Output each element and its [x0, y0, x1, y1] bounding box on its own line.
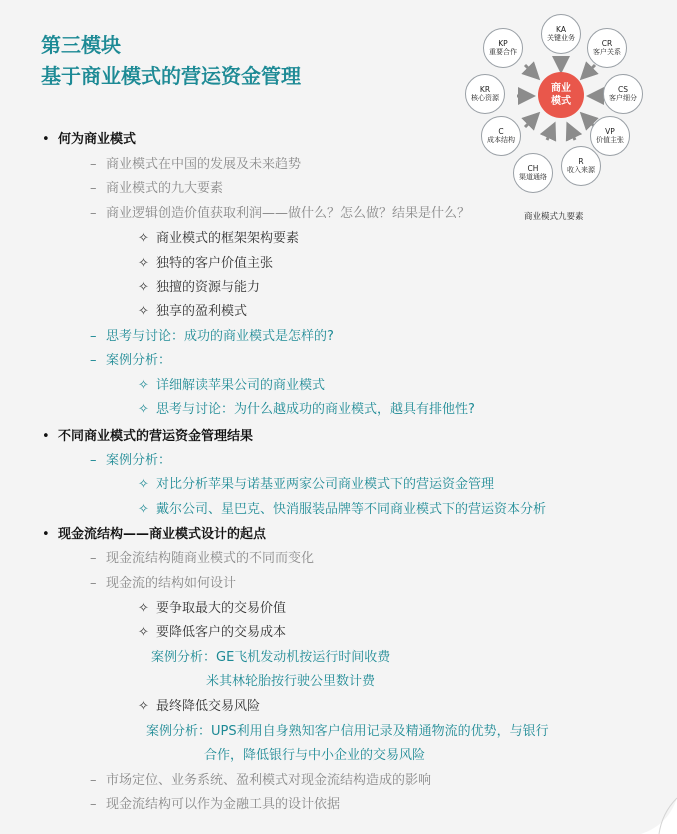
- diamond-icon: ✧: [138, 402, 149, 417]
- section-cash-flow-structure: [42, 526, 266, 544]
- arrow-ch: [547, 127, 553, 140]
- diamond-icon: ✧: [138, 699, 149, 714]
- outline-subitem-case: [138, 476, 494, 494]
- outline-text: 详细解读苹果公司的商业模式: [156, 378, 326, 393]
- node-c: [481, 116, 521, 156]
- dash-icon: –: [90, 181, 97, 196]
- outline-item: [90, 796, 340, 814]
- diamond-icon: ✧: [138, 601, 149, 616]
- diamond-icon: ✧: [138, 280, 149, 295]
- outline-text: 现金流结构可以作为金融工具的设计依据: [106, 797, 341, 812]
- outline-text: 商业模式的框架架构要素: [156, 231, 300, 246]
- node-ka-abbr: KA: [556, 25, 566, 34]
- outline-item: [90, 772, 431, 790]
- bullet-icon: •: [42, 429, 50, 444]
- node-kp: [483, 28, 523, 68]
- dash-icon: –: [90, 453, 97, 468]
- arrow-kp: [525, 65, 536, 76]
- dash-icon: –: [90, 353, 97, 368]
- arrow-r: [569, 127, 575, 140]
- node-kp-label: 重要合作: [489, 48, 517, 56]
- dash-icon: –: [90, 551, 97, 566]
- outline-text: 独擅的资源与能力: [156, 280, 261, 295]
- outline-subitem: [138, 279, 260, 297]
- node-cr-label: 客户关系: [593, 48, 621, 56]
- node-cr-abbr: CR: [601, 39, 613, 48]
- outline-text: 要争取最大的交易价值: [156, 601, 287, 616]
- outline-item: [90, 550, 314, 568]
- dash-icon: –: [90, 206, 97, 221]
- bullet-icon: •: [42, 132, 50, 147]
- node-vp-label: 价值主张: [596, 136, 624, 144]
- business-model-center: [538, 72, 584, 118]
- node-cs: [603, 74, 643, 114]
- dash-icon: –: [90, 329, 97, 344]
- center-label-2: 模式: [551, 96, 571, 107]
- diamond-icon: ✧: [138, 304, 149, 319]
- outline-subitem: [138, 255, 273, 273]
- node-ka: [541, 14, 581, 54]
- outline-text: 市场定位、业务系统、盈利模式对现金流结构造成的影响: [106, 773, 432, 788]
- section-title: 现金流结构——商业模式设计的起点: [58, 527, 267, 542]
- dash-icon: –: [90, 797, 97, 812]
- outline-subitem: [138, 230, 299, 248]
- diagram-caption: 商业模式九要素: [524, 212, 584, 222]
- diamond-icon: ✧: [138, 502, 149, 517]
- diamond-icon: ✧: [138, 231, 149, 246]
- dash-icon: –: [90, 576, 97, 591]
- module-title: 第三模块: [41, 33, 121, 57]
- center-label-1: 商业: [551, 83, 571, 94]
- outline-subitem-case: [138, 401, 475, 419]
- node-ch-abbr: CH: [527, 164, 539, 173]
- outline-item-case: [90, 452, 171, 470]
- dash-icon: –: [90, 773, 97, 788]
- node-kr-abbr: KR: [479, 85, 491, 94]
- page-curl-decoration: [637, 794, 677, 834]
- outline-subitem-case: [138, 501, 546, 519]
- node-r-abbr: R: [578, 157, 584, 166]
- outline-text: 独享的盈利模式: [156, 304, 248, 319]
- case-ups-line2: 合作，降低银行与中小企业的交易风险: [204, 748, 426, 763]
- bullet-icon: •: [42, 527, 50, 542]
- node-vp: [590, 116, 630, 156]
- diamond-icon: ✧: [138, 378, 149, 393]
- outline-text: 要降低客户的交易成本: [156, 625, 287, 640]
- node-cs-label: 客户细分: [609, 94, 637, 102]
- section-working-capital-results: [42, 428, 253, 446]
- outline-text: 现金流的结构如何设计: [106, 576, 237, 591]
- outline-text: 戴尔公司、星巴克、快消服装品牌等不同商业模式下的营运资本分析: [156, 502, 547, 517]
- arrow-cr: [584, 65, 595, 76]
- outline-text: 现金流结构随商业模式的不同而变化: [106, 551, 315, 566]
- outline-text: 商业模式的九大要素: [106, 181, 224, 196]
- outline-text: 最终降低交易风险: [156, 699, 261, 714]
- section-title: 何为商业模式: [58, 132, 137, 147]
- outline-subitem: [138, 303, 247, 321]
- outline-item: [90, 205, 470, 223]
- diamond-icon: ✧: [138, 256, 149, 271]
- node-kr-label: 核心资源: [471, 94, 499, 102]
- diamond-icon: ✧: [138, 477, 149, 492]
- outline-subitem: [138, 698, 260, 716]
- outline-item: [90, 575, 236, 593]
- diamond-icon: ✧: [138, 625, 149, 640]
- arrow-c: [525, 116, 536, 127]
- node-ch-label: 渠道通络: [519, 173, 547, 181]
- node-kp-abbr: KP: [498, 39, 508, 48]
- business-model-diagram: [462, 10, 672, 220]
- outline-text: 案例分析：: [106, 453, 172, 468]
- node-c-abbr: C: [498, 127, 504, 136]
- section-title: 不同商业模式的营运资金管理结果: [58, 429, 254, 444]
- outline-text: 思考与讨论：成功的商业模式是怎样的?: [106, 329, 334, 344]
- outline-text: 商业模式在中国的发展及未来趋势: [106, 157, 302, 172]
- case-michelin: 米其林轮胎按行驶公里数计费: [206, 674, 376, 689]
- case-ge-engine: 案例分析：GE飞机发动机按运行时间收费: [151, 650, 391, 665]
- module-subtitle: 基于商业模式的营运资金管理: [41, 64, 301, 88]
- node-cr: [587, 28, 627, 68]
- outline-subitem-case: [138, 377, 325, 395]
- node-vp-abbr: VP: [605, 127, 615, 136]
- node-kr: [465, 74, 505, 114]
- outline-text: 思考与讨论：为什么越成功的商业模式，越具有排他性?: [156, 402, 475, 417]
- outline-text: 案例分析：: [106, 353, 172, 368]
- node-ka-label: 关键业务: [547, 34, 575, 42]
- outline-text: 对比分析苹果与诺基亚两家公司商业模式下的营运资金管理: [156, 477, 495, 492]
- outline-text: 独特的客户价值主张: [156, 256, 274, 271]
- section-what-is-business-model: [42, 131, 136, 149]
- outline-subitem: [138, 600, 286, 618]
- outline-item-case: [90, 352, 171, 370]
- outline-item: [90, 180, 223, 198]
- outline-item: [90, 156, 301, 174]
- dash-icon: –: [90, 157, 97, 172]
- node-r-label: 收入来源: [567, 166, 595, 174]
- node-r: [561, 146, 601, 186]
- outline-item-discussion: [90, 328, 334, 346]
- node-ch: [513, 153, 553, 193]
- outline-subitem: [138, 624, 286, 642]
- case-ups-line1: 案例分析：UPS利用自身熟知客户信用记录及精通物流的优势，与银行: [146, 724, 549, 739]
- outline-text: 商业逻辑创造价值获取利润——做什么？怎么做？结果是什么？: [106, 206, 471, 221]
- node-cs-abbr: CS: [618, 85, 628, 94]
- node-c-label: 成本结构: [487, 136, 515, 144]
